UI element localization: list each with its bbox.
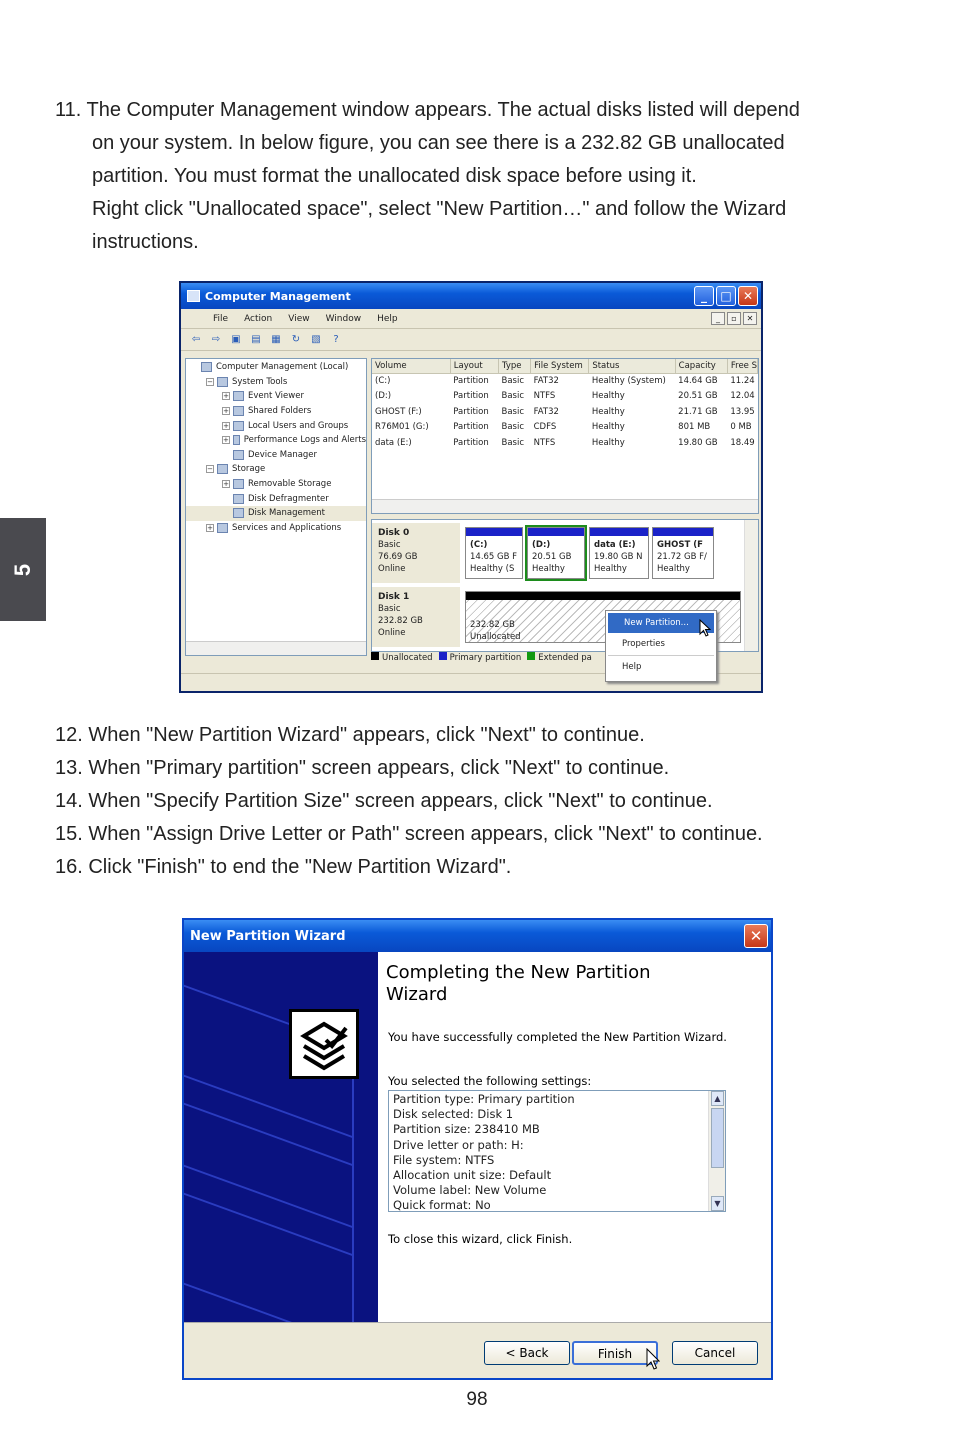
step-11-line: partition. You must format the unallocated disk space before using it.	[92, 165, 697, 187]
legend-swatch	[439, 652, 447, 660]
wizard-close-button[interactable]: ✕	[744, 924, 768, 948]
step-11-line: Right click "Unallocated space", select "New Partition…" and follow the Wizard	[92, 198, 787, 220]
table-row[interactable]	[372, 420, 758, 436]
table-row[interactable]	[372, 389, 758, 405]
tree-item-label: Performance Logs and Alerts	[243, 435, 366, 446]
table-cell: 11.24	[730, 376, 755, 386]
table-cell: FAT32	[533, 406, 559, 417]
partition-f[interactable]	[652, 527, 714, 579]
show-hide-tree-icon[interactable]: ▤	[251, 334, 261, 345]
table-cell: Healthy	[591, 437, 625, 448]
tree-node-icon	[233, 508, 244, 518]
wizard-title: New Partition Wizard	[190, 928, 346, 944]
tree-node-icon	[233, 435, 240, 445]
menu-new-partition[interactable]: New Partition...	[608, 613, 714, 633]
refresh-icon[interactable]: ↻	[291, 334, 301, 345]
table-cell: Partition	[453, 376, 489, 386]
tree-item-label: Event Viewer	[248, 391, 304, 402]
cm-title: Computer Management	[205, 289, 351, 303]
column-header[interactable]: Status	[589, 359, 675, 373]
disk-1-status: Online	[378, 628, 406, 638]
tree-item-label: Storage	[232, 464, 266, 475]
tree-item[interactable]	[186, 462, 366, 477]
table-cell: Partition	[453, 391, 489, 402]
setting-line: Volume label: New Volume	[393, 1183, 547, 1198]
disk-legend	[371, 652, 592, 663]
partition-e[interactable]	[589, 527, 649, 579]
step-11-line: instructions.	[92, 231, 199, 253]
column-header[interactable]: Volume	[372, 359, 450, 373]
unallocated-status: Unallocated	[470, 632, 521, 642]
table-cell: NTFS	[533, 437, 556, 448]
table-cell: Partition	[453, 437, 489, 448]
tree-node-icon	[217, 464, 228, 474]
legend-label: Unallocated	[382, 653, 433, 663]
table-cell: 801 MB	[678, 422, 711, 433]
disk-vertical-scrollbar[interactable]	[744, 520, 758, 651]
menu-window[interactable]: Window	[325, 313, 362, 324]
cm-toolbar	[181, 329, 761, 351]
cancel-button[interactable]: Cancel	[672, 1341, 758, 1365]
step-11-paragraph	[55, 94, 885, 259]
setting-line: Allocation unit size: Default	[393, 1168, 552, 1183]
column-header[interactable]: Layout	[450, 359, 498, 373]
close-button[interactable]: ✕	[738, 286, 758, 306]
partition-name: GHOST (F	[657, 540, 703, 550]
setting-line: File system: NTFS	[393, 1152, 495, 1167]
step-11-line: on your system. In below figure, you can see there is a 232.82 GB unallocated	[92, 132, 785, 154]
disk-1-type: Basic	[378, 604, 401, 614]
tree-item-label: Computer Management (Local)	[216, 362, 349, 373]
table-cell: Healthy	[591, 391, 625, 402]
table-cell: 13.95	[730, 406, 755, 417]
column-header[interactable]: Capacity	[675, 359, 727, 373]
tree-node-icon	[233, 406, 244, 416]
table-cell: Basic	[501, 376, 524, 386]
table-cell: Healthy	[591, 406, 625, 417]
column-header[interactable]: File System	[531, 359, 589, 373]
tree-item-label: Removable Storage	[248, 479, 332, 490]
expand-toggle-icon[interactable]: +	[223, 480, 229, 489]
legend-item	[439, 652, 522, 663]
setting-line: Partition size: 238410 MB	[393, 1122, 540, 1137]
tree-item-label: Disk Management	[248, 508, 325, 519]
table-row[interactable]	[372, 435, 758, 451]
menu-properties[interactable]: Properties	[622, 639, 665, 649]
settings-scrollbar[interactable]	[708, 1091, 725, 1211]
disk-1-label[interactable]	[372, 587, 460, 647]
tree-item[interactable]	[186, 491, 366, 506]
step-13: 13. When "Primary partition" screen appears, click "Next" to continue.	[55, 757, 670, 779]
table-cell: Partition	[453, 406, 489, 417]
tree-node-icon	[217, 377, 228, 387]
partition-name: (C:)	[470, 540, 488, 550]
legend-item	[527, 652, 592, 663]
heading-line: Completing the New Partition	[386, 962, 651, 983]
volume-horizontal-scrollbar[interactable]	[372, 499, 758, 513]
partition-d[interactable]	[527, 527, 585, 579]
unallocated-size: 232.82 GB	[470, 620, 515, 630]
wizard-settings-label: You selected the following settings:	[388, 1074, 592, 1088]
disk-0-label[interactable]	[372, 523, 460, 583]
wizard-footer	[184, 1322, 771, 1378]
legend-swatch	[371, 652, 379, 660]
tree-item-label: Device Manager	[248, 449, 318, 460]
wizard-close-text: To close this wizard, click Finish.	[388, 1232, 573, 1246]
partition-status: Healthy	[594, 564, 627, 574]
menu-file[interactable]: File	[213, 313, 229, 324]
partition-size: 14.65 GB F	[470, 552, 518, 562]
table-row[interactable]	[372, 373, 758, 389]
legend-swatch	[527, 652, 535, 660]
table-cell: Basic	[501, 437, 524, 448]
forward-arrow-icon[interactable]: ⇨	[211, 334, 221, 345]
step-12: 12. When "New Partition Wizard" appears, click "Next" to continue.	[55, 724, 645, 746]
tree-horizontal-scrollbar[interactable]	[186, 641, 366, 655]
cm-title-bar	[181, 283, 761, 309]
tree-item-label: System Tools	[232, 376, 288, 387]
table-cell: (D:)	[375, 391, 392, 402]
tree-item[interactable]	[186, 375, 366, 390]
finish-button[interactable]: Finish	[572, 1341, 658, 1365]
expand-toggle-icon[interactable]: −	[207, 465, 213, 474]
tree-item[interactable]	[186, 521, 366, 536]
computer-icon	[187, 290, 200, 302]
menu-action[interactable]: Action	[244, 313, 273, 324]
new-partition-wizard-window	[182, 918, 773, 1380]
back-arrow-icon[interactable]: ⇦	[191, 334, 201, 345]
computer-management-window	[179, 281, 763, 693]
tree-node-icon	[201, 362, 212, 372]
table-cell: CDFS	[533, 422, 557, 433]
table-cell: Partition	[453, 422, 489, 433]
tree-item-label: Local Users and Groups	[248, 420, 349, 431]
disk-1-name: Disk 1	[378, 592, 410, 602]
partition-status: Healthy	[532, 564, 565, 574]
menu-help[interactable]: Help	[377, 313, 398, 324]
table-cell: 20.51 GB	[678, 391, 718, 402]
expand-toggle-icon[interactable]: +	[223, 392, 229, 401]
partition-c[interactable]	[465, 527, 523, 579]
chapter-number: 5	[10, 563, 35, 576]
menu-help-item[interactable]: Help	[622, 662, 642, 672]
table-cell: NTFS	[533, 391, 556, 402]
scroll-down-icon[interactable]: ▼	[711, 1196, 724, 1211]
tree-item[interactable]	[186, 418, 366, 433]
wizard-success-text: You have successfully completed the New Partition Wizard.	[388, 1030, 727, 1044]
settings-list[interactable]	[388, 1090, 726, 1212]
tree-item-label: Shared Folders	[248, 406, 312, 417]
tree-item[interactable]	[186, 477, 366, 492]
table-cell: (C:)	[375, 376, 391, 386]
legend-label: Primary partition	[449, 653, 522, 663]
table-cell: R76M01 (G:)	[375, 422, 429, 433]
steps-list	[55, 719, 763, 884]
table-cell: 12.04	[730, 391, 755, 402]
mdi-restore-icon[interactable]: ▫	[727, 312, 741, 325]
cm-menu-bar	[181, 309, 761, 329]
console-tree	[185, 358, 367, 656]
tree-item[interactable]	[186, 389, 366, 404]
heading-line: Wizard	[386, 984, 448, 1005]
wizard-title-bar	[184, 920, 771, 952]
expand-toggle-icon[interactable]: −	[207, 377, 213, 386]
setting-line: Quick format: No	[393, 1198, 491, 1212]
mouse-cursor-icon	[646, 1348, 660, 1370]
wizard-heading	[386, 962, 763, 1006]
legend-label: Extended pa	[538, 653, 592, 663]
export-icon[interactable]: ▧	[311, 334, 321, 345]
expand-toggle-icon[interactable]: +	[223, 436, 229, 445]
tree-item[interactable]	[186, 360, 366, 375]
scroll-thumb[interactable]	[711, 1108, 724, 1168]
partition-name: (D:)	[532, 540, 551, 550]
expand-toggle-icon[interactable]: +	[223, 407, 229, 416]
tree-item[interactable]	[186, 448, 366, 463]
scroll-up-icon[interactable]: ▲	[711, 1091, 724, 1106]
help-icon[interactable]: ?	[333, 334, 339, 345]
minimize-button[interactable]: _	[694, 286, 714, 306]
wizard-banner	[184, 952, 378, 1322]
disk-0-name: Disk 0	[378, 528, 410, 538]
disk-0-status: Online	[378, 564, 406, 574]
column-header[interactable]: Type	[498, 359, 530, 373]
expand-toggle-icon[interactable]: +	[207, 523, 213, 532]
setting-line: Disk selected: Disk 1	[393, 1107, 514, 1122]
page-number: 98	[466, 1389, 488, 1410]
legend-item	[371, 652, 433, 663]
chapter-tab	[0, 518, 46, 621]
maximize-button[interactable]: □	[716, 286, 736, 306]
table-cell: 21.71 GB	[678, 406, 718, 417]
tree-node-icon	[233, 494, 244, 504]
partition-name: data (E:)	[594, 540, 636, 550]
tree-node-icon	[233, 450, 244, 460]
table-cell: data (E:)	[375, 437, 412, 448]
tree-item[interactable]	[186, 433, 366, 448]
table-cell: Healthy	[591, 422, 625, 433]
table-cell: Healthy (System)	[591, 376, 666, 386]
expand-toggle-icon[interactable]: +	[223, 421, 229, 430]
partition-size: 21.72 GB F/	[657, 552, 707, 562]
wizard-content	[378, 952, 771, 1322]
setting-line: Partition type: Primary partition	[393, 1092, 575, 1106]
table-cell: 18.49	[730, 437, 755, 448]
table-cell: 14.64 GB	[678, 376, 718, 386]
partition-stack-icon	[289, 1009, 359, 1079]
table-cell: 0 MB	[730, 422, 752, 433]
step-16: 16. Click "Finish" to end the "New Partition Wizard".	[55, 856, 512, 878]
menu-view[interactable]: View	[288, 313, 310, 324]
mouse-cursor-icon	[699, 619, 711, 637]
disk-1-size: 232.82 GB	[378, 616, 423, 626]
partition-status: Healthy	[657, 564, 690, 574]
table-cell: GHOST (F:)	[375, 406, 422, 417]
disk-0-size: 76.69 GB	[378, 552, 418, 562]
up-folder-icon[interactable]: ▣	[231, 334, 241, 345]
tree-node-icon	[233, 479, 244, 489]
tree-node-icon	[233, 421, 244, 431]
disk-0-row[interactable]	[372, 523, 745, 583]
mdi-minimize-icon[interactable]: _	[711, 312, 725, 325]
setting-line: Drive letter or path: H:	[393, 1137, 524, 1152]
step-15: 15. When "Assign Drive Letter or Path" screen appears, click "Next" to continue.	[55, 823, 763, 845]
tree-item[interactable]	[186, 506, 366, 521]
mdi-close-icon[interactable]: ✕	[743, 312, 757, 325]
tree-node-icon	[217, 523, 228, 533]
tree-item[interactable]	[186, 404, 366, 419]
table-cell: Basic	[501, 422, 524, 433]
tree-item-label: Disk Defragmenter	[248, 493, 329, 504]
step-11-line: 11. The Computer Management window appears. The actual disks listed will depend	[55, 99, 800, 121]
table-cell: Basic	[501, 406, 524, 417]
back-button[interactable]: < Back	[484, 1341, 570, 1365]
table-cell: Basic	[501, 391, 524, 402]
partition-size: 19.80 GB N	[594, 552, 643, 562]
partition-status: Healthy (S	[470, 564, 515, 574]
tree-item-label: Services and Applications	[232, 522, 342, 533]
step-14: 14. When "Specify Partition Size" screen appears, click "Next" to continue.	[55, 790, 713, 812]
table-cell: FAT32	[533, 376, 559, 386]
table-cell: 19.80 GB	[678, 437, 718, 448]
tree-node-icon	[233, 391, 244, 401]
column-header[interactable]: Free S	[727, 359, 757, 373]
volume-list	[371, 358, 759, 514]
disk-0-type: Basic	[378, 540, 401, 550]
table-row[interactable]	[372, 404, 758, 420]
properties-icon[interactable]: ▦	[271, 334, 281, 345]
partition-size: 20.51 GB	[532, 552, 572, 562]
